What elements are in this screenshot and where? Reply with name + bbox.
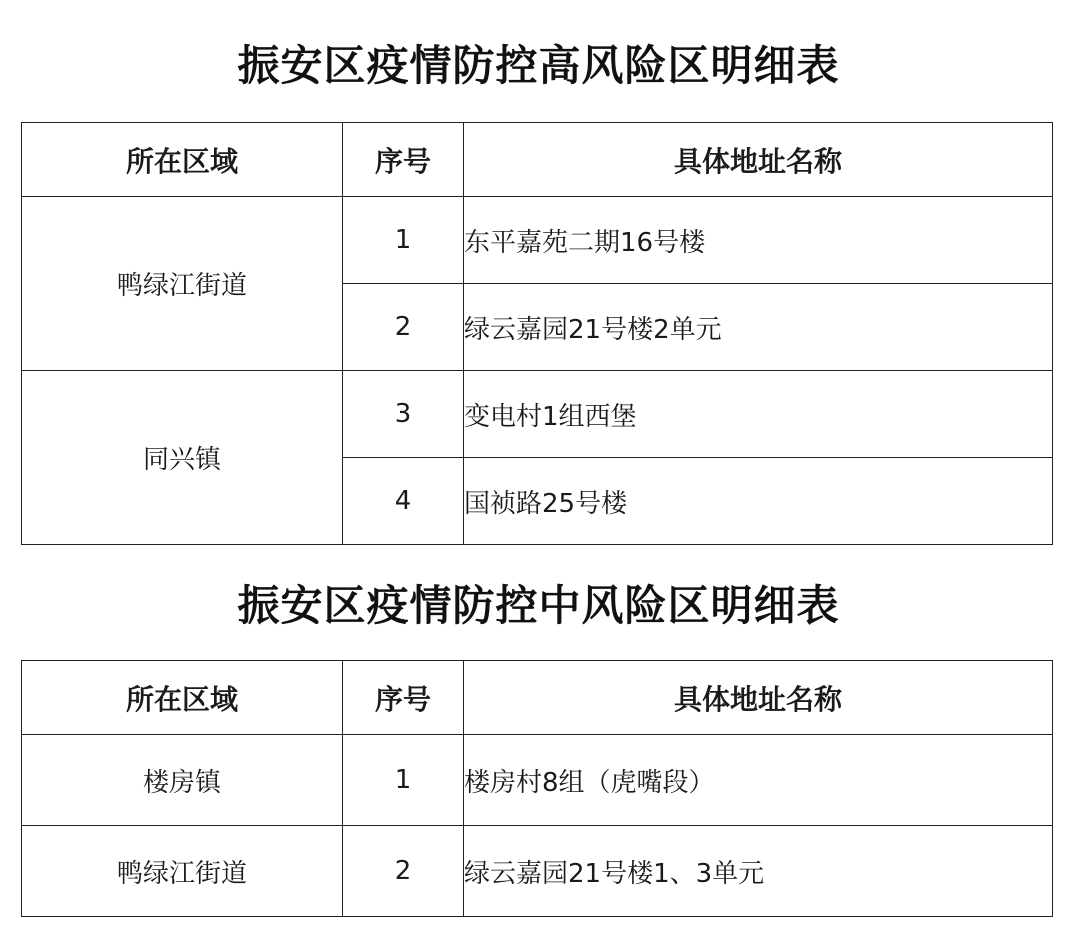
column-header-region: 所在区域 — [22, 661, 343, 735]
seq-cell: 4 — [343, 458, 464, 545]
region-cell: 鸭绿江街道 — [22, 197, 343, 371]
table-header-row — [22, 661, 1053, 735]
seq-cell: 1 — [343, 735, 464, 826]
seq-cell: 3 — [343, 371, 464, 458]
table-row — [22, 371, 1053, 458]
table-header-row — [22, 123, 1053, 197]
column-header-seq: 序号 — [343, 661, 464, 735]
column-header-region: 所在区域 — [22, 123, 343, 197]
seq-cell: 1 — [343, 197, 464, 284]
column-header-address: 具体地址名称 — [464, 661, 1053, 735]
high-risk-table-title: 振安区疫情防控高风险区明细表 — [237, 41, 840, 90]
address-cell: 楼房村8组（虎嘴段） — [464, 735, 1053, 826]
table-row — [22, 197, 1053, 284]
region-cell: 鸭绿江街道 — [22, 826, 343, 917]
high-risk-table — [21, 122, 1053, 545]
address-cell: 绿云嘉园21号楼2单元 — [464, 284, 1053, 371]
address-cell: 绿云嘉园21号楼1、3单元 — [464, 826, 1053, 917]
address-cell: 东平嘉苑二期16号楼 — [464, 197, 1053, 284]
medium-risk-table-title: 振安区疫情防控中风险区明细表 — [237, 581, 840, 630]
column-header-seq: 序号 — [343, 123, 464, 197]
address-cell: 变电村1组西堡 — [464, 371, 1053, 458]
seq-cell: 2 — [343, 284, 464, 371]
table-row — [22, 826, 1053, 917]
medium-risk-table — [21, 660, 1053, 917]
region-cell: 楼房镇 — [22, 735, 343, 826]
region-cell: 同兴镇 — [22, 371, 343, 545]
address-cell: 国祯路25号楼 — [464, 458, 1053, 545]
seq-cell: 2 — [343, 826, 464, 917]
table-row — [22, 735, 1053, 826]
column-header-address: 具体地址名称 — [464, 123, 1053, 197]
